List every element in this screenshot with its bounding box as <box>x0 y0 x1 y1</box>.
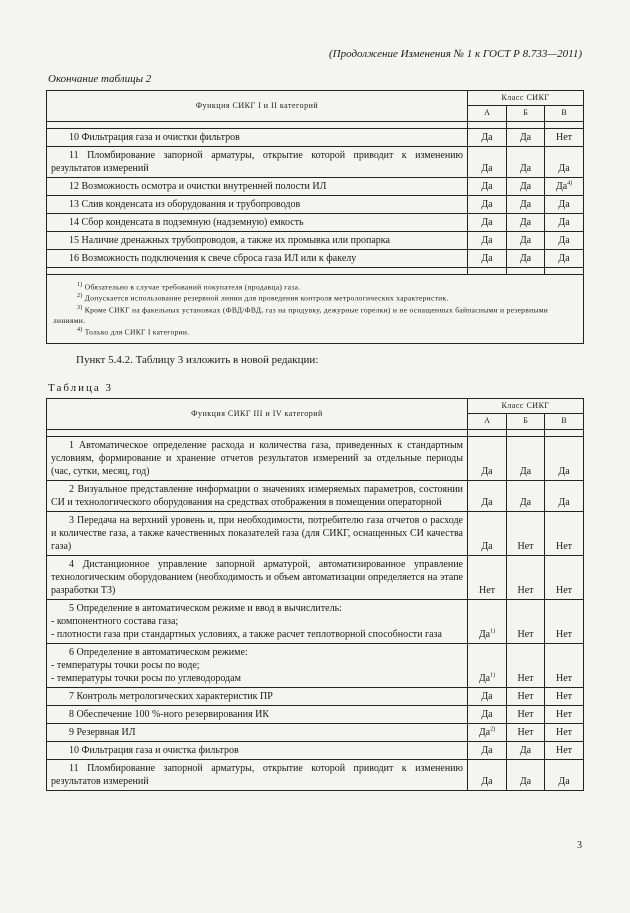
row-function: 2 Визуальное представление информации о значениях измеряемых параметров, состоянии СИ и технологического оборудования на средствах отображения в помещении операторной <box>47 480 468 511</box>
footnote: $^{4)}$ Только для СИКГ I категории. <box>77 326 190 337</box>
class-c-value: Нет <box>545 128 584 146</box>
class-c-value: Да <box>545 195 584 213</box>
table-3 <box>46 398 584 791</box>
table3-class-c: В <box>545 414 584 429</box>
table3-caption: Таблица 3 <box>48 382 114 394</box>
table-spacer <box>47 267 584 274</box>
class-b-value: Нет <box>507 687 545 705</box>
table-2 <box>46 90 584 344</box>
table3-class-b: Б <box>507 414 545 429</box>
class-a-value: Да <box>468 436 507 480</box>
class-b-value: Да <box>507 128 545 146</box>
class-c-value: Нет <box>545 687 584 705</box>
table-row <box>47 687 584 705</box>
class-c-value: Да <box>545 146 584 177</box>
table2-class-a: А <box>468 106 507 121</box>
class-a-value: Да <box>468 759 507 790</box>
row-function: 12 Возможность осмотра и очистки внутренней полости ИЛ <box>47 177 468 195</box>
class-b-value: Да <box>507 436 545 480</box>
table-row <box>47 177 584 195</box>
table-row <box>47 705 584 723</box>
table2-body <box>47 121 584 274</box>
class-b-value: Да <box>507 213 545 231</box>
class-c-value: Нет <box>545 555 584 599</box>
class-c-value: Да <box>545 759 584 790</box>
class-b-value: Да <box>507 231 545 249</box>
class-c-value: Да <box>545 231 584 249</box>
class-c-value: Нет <box>545 741 584 759</box>
row-function: 10 Фильтрация газа и очистка фильтров <box>47 741 468 759</box>
class-a-value: Да <box>468 231 507 249</box>
class-b-value: Да <box>507 195 545 213</box>
class-b-value: Нет <box>507 599 545 643</box>
class-a-value: $Да^{1)}$ <box>468 599 507 643</box>
table-row <box>47 759 584 790</box>
class-a-value: Да <box>468 741 507 759</box>
class-b-value: Нет <box>507 555 545 599</box>
class-c-value: Да <box>545 480 584 511</box>
row-function: 15 Наличие дренажных трубопроводов, а также их промывка или пропарка <box>47 231 468 249</box>
class-c-value: $Да^{4)}$ <box>545 177 584 195</box>
row-function: 16 Возможность подключения к свече сброса газа ИЛ или к факелу <box>47 249 468 267</box>
row-function: 14 Сбор конденсата в подземную (надземную) емкость <box>47 213 468 231</box>
table2-caption: Окончание таблицы 2 <box>48 73 152 85</box>
table2-footnotes <box>47 274 584 344</box>
row-function: 4 Дистанционное управление запорной арматурой, автоматизированное управление технологическим оборудованием (необходимость и объем автоматизации определяется на этапе разработки ТЗ) <box>47 555 468 599</box>
table3-function-header: Функция СИКГ III и IV категорий <box>47 399 468 430</box>
class-a-value: Да <box>468 128 507 146</box>
class-c-value: Нет <box>545 723 584 741</box>
table-row <box>47 436 584 480</box>
class-b-value: Да <box>507 249 545 267</box>
class-a-value: Да <box>468 213 507 231</box>
page-number: 3 <box>577 840 582 851</box>
class-a-value: Нет <box>468 555 507 599</box>
footnote: $^{2)}$ Допускается использование резервной линии для проведения контроля метрологических характеристик. <box>77 293 449 303</box>
class-b-value: Нет <box>507 643 545 687</box>
class-a-value: Да <box>468 146 507 177</box>
table-row <box>47 599 584 643</box>
table-row <box>47 643 584 687</box>
footnote: $^{1)}$ Обязательно в случае требований покупателя (продавца) газа. <box>77 281 301 292</box>
table-row <box>47 723 584 741</box>
class-a-value: Да <box>468 511 507 555</box>
class-a-value: Да <box>468 195 507 213</box>
table-row <box>47 480 584 511</box>
document-header: (Продолжение Изменения № 1 к ГОСТ Р 8.733—2011) <box>328 48 582 60</box>
class-a-value: Да <box>468 480 507 511</box>
table3-body <box>47 429 584 790</box>
class-c-value: Да <box>545 213 584 231</box>
table-row <box>47 128 584 146</box>
row-function: 1 Автоматическое определение расхода и количества газа, приведенных к стандартным условиям, формирование и хранение отчетов результатов измерений за отдельные периоды (час, сутки, месяц, год) <box>47 436 468 480</box>
table-spacer <box>47 429 584 436</box>
class-c-value: Нет <box>545 511 584 555</box>
class-b-value: Нет <box>507 511 545 555</box>
table-spacer <box>47 121 584 128</box>
row-function: 11 Пломбирование запорной арматуры, открытие которой приводит к изменению результатов измерений <box>47 146 468 177</box>
row-function: 8 Обеспечение 100 %-ного резервирования ИК <box>47 705 468 723</box>
table2-class-header: Класс СИКГ <box>468 91 584 106</box>
footnote: $^{3)}$ Кроме СИКГ на факельных установках (ФВД/ФВД, газ на продувку, дежурные горелки) и не оснащенных байпасными и резервными линиями. <box>53 305 549 325</box>
class-b-value: Да <box>507 177 545 195</box>
class-b-value: Да <box>507 480 545 511</box>
row-function: 6 Определение в автоматическом режиме: - температуры точки росы по воде; - температуры точки росы по углеводородам <box>47 643 468 687</box>
class-a-value: Да <box>468 177 507 195</box>
class-b-value: Да <box>507 759 545 790</box>
table-row <box>47 231 584 249</box>
table-row <box>47 195 584 213</box>
class-a-value: Да <box>468 705 507 723</box>
row-function: 3 Передача на верхний уровень и, при необходимости, потребителю газа отчетов о расходе и количестве газа, а также качественных показателей газа (для СИКГ, оснащенных СИ качества газа) <box>47 511 468 555</box>
row-function: 11 Пломбирование запорной арматуры, открытие которой приводит к изменению результатов измерений <box>47 759 468 790</box>
table2-class-b: Б <box>507 106 545 121</box>
table-row <box>47 511 584 555</box>
table-row <box>47 249 584 267</box>
class-a-value: Да <box>468 687 507 705</box>
table-row <box>47 555 584 599</box>
table2-function-header: Функция СИКГ I и II категорий <box>47 91 468 122</box>
table-row <box>47 146 584 177</box>
class-c-value: Нет <box>545 599 584 643</box>
class-b-value: Да <box>507 741 545 759</box>
table3-class-header: Класс СИКГ <box>468 399 584 414</box>
row-function: 5 Определение в автоматическом режиме и ввод в вычислитель: - компонентного состава газа; - плотности газа при стандартных условиях, а также расчет теплотворной способности газа <box>47 599 468 643</box>
table-row <box>47 213 584 231</box>
table-row <box>47 741 584 759</box>
class-a-value: $Да^{2)}$ <box>468 723 507 741</box>
class-c-value: Нет <box>545 643 584 687</box>
class-a-value: Да <box>468 249 507 267</box>
class-c-value: Да <box>545 436 584 480</box>
row-function: 13 Слив конденсата из оборудования и трубопроводов <box>47 195 468 213</box>
row-function: 10 Фильтрация газа и очистки фильтров <box>47 128 468 146</box>
table2-class-c: В <box>545 106 584 121</box>
row-function: 9 Резервная ИЛ <box>47 723 468 741</box>
table3-class-a: А <box>468 414 507 429</box>
class-b-value: Нет <box>507 723 545 741</box>
class-c-value: Нет <box>545 705 584 723</box>
instruction-paragraph: Пункт 5.4.2. Таблицу 3 изложить в новой редакции: <box>76 354 319 366</box>
row-function: 7 Контроль метрологических характеристик ПР <box>47 687 468 705</box>
class-b-value: Нет <box>507 705 545 723</box>
class-a-value: $Да^{1)}$ <box>468 643 507 687</box>
class-b-value: Да <box>507 146 545 177</box>
class-c-value: Да <box>545 249 584 267</box>
